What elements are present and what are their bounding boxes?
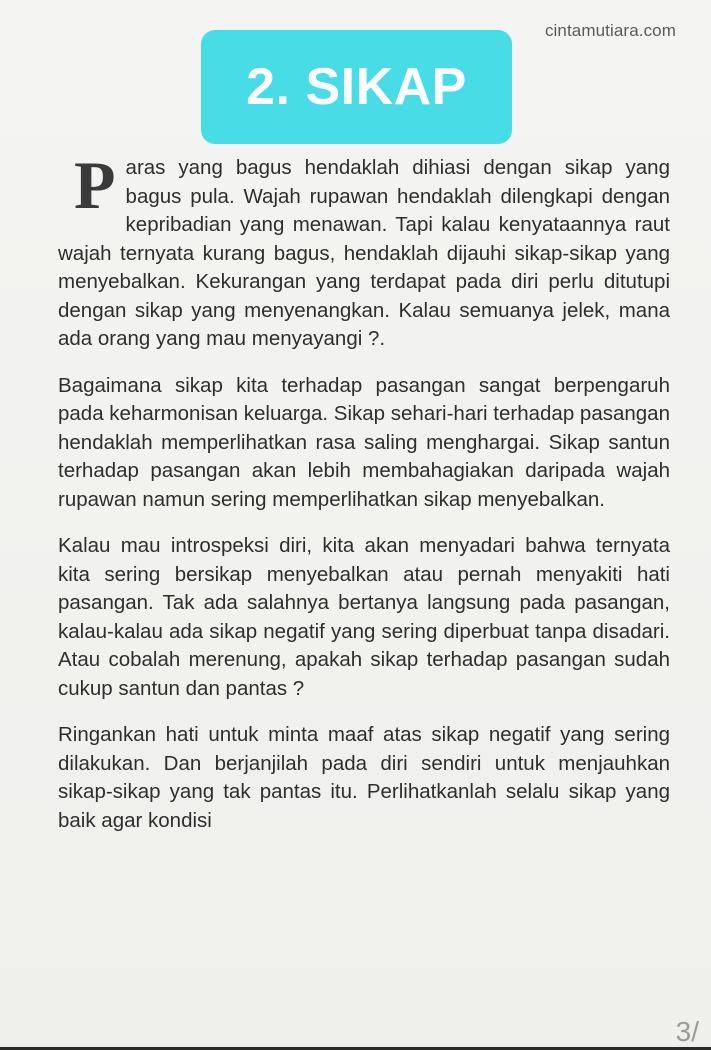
paragraph-1-text: aras yang bagus hendaklah dihiasi dengan sikap yang bagus pula. Wajah rupawan hendaklah dilengkapi dengan kepribadian yang menawan. Tapi kalau kenyataannya raut wajah ternyata kurang bagus, hendaklah dijauhi sikap-sikap yang menyebalkan. Kekurangan yang terdapat pada diri perlu ditutupi dengan sikap yang menyenangkan. Kalau semuanya jelek, mana ada orang yang mau menyayangi ?. — [58, 156, 670, 350]
paragraph-2: Bagaimana sikap kita terhadap pasangan sangat berpengaruh pada keharmonisan keluarga. Sikap sehari-hari terhadap pasangan hendaklah memperlihatkan rasa saling menghargai. Sikap santun terhadap pasangan akan lebih membahagiakan daripada wajah rupawan namun sering memperlihatkan sikap menyebalkan. — [58, 373, 670, 511]
page-title: 2. SIKAP — [246, 58, 467, 116]
title-banner — [201, 30, 512, 144]
drop-cap: P — [74, 147, 116, 223]
watermark: cintamutiara.com — [544, 21, 676, 40]
paragraph-4: Ringankan hati untuk minta maaf atas sikap negatif yang sering dilakukan. Dan berjanjilah pada diri sendiri untuk menjauhkan sikap-sikap yang tak pantas itu. Perlihatkanlah selalu sikap yang baik agar kondisi — [58, 723, 670, 832]
body-text — [58, 147, 670, 853]
page-number: 3/ — [675, 1016, 699, 1047]
paragraph-3: Kalau mau introspeksi diri, kita akan menyadari bahwa ternyata kita sering bersikap menyebalkan atau pernah menyakiti hati pasangan. Tak ada salahnya bertanya langsung pada pasangan, kalau-kalau ada sikap negatif yang sering diperbuat tanpa disadari. Atau cobalah merenung, apakah sikap terhadap pasangan sudah cukup santun dan pantas ? — [58, 534, 670, 700]
paragraph-1 — [58, 147, 670, 354]
